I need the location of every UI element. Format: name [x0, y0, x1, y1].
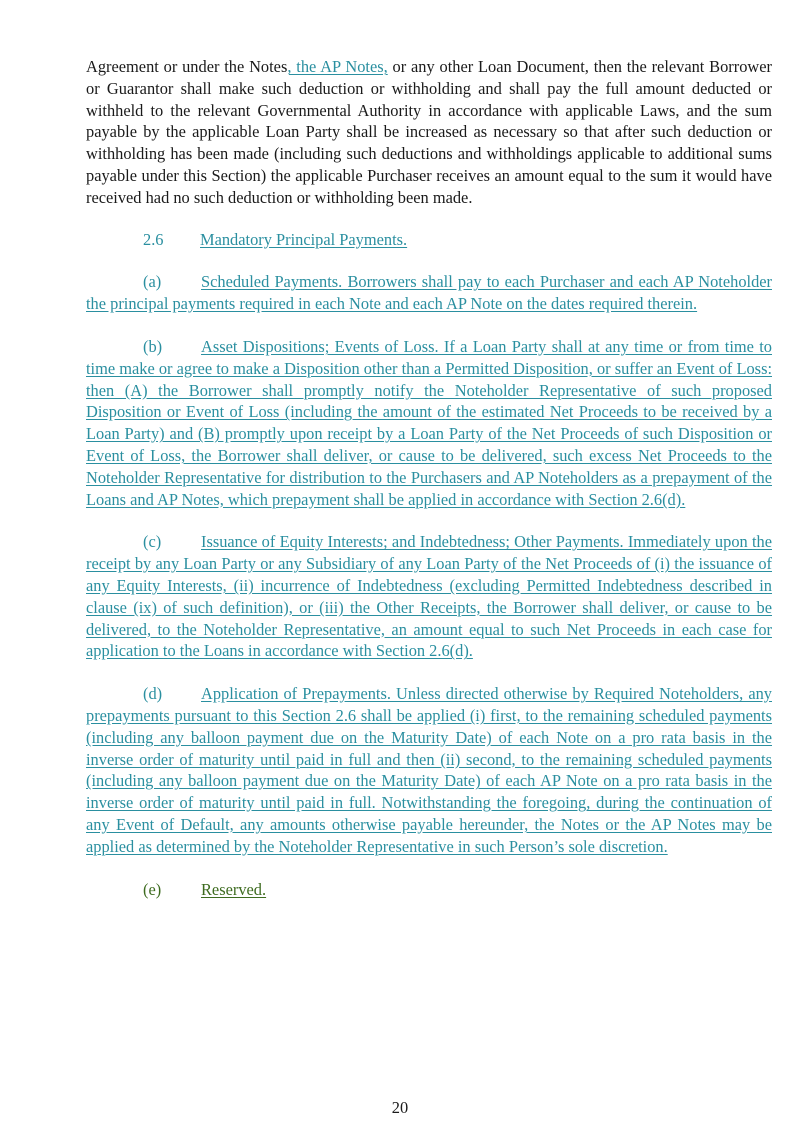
- subsection-c: [86, 531, 772, 662]
- subsection-c-label: (c): [143, 532, 162, 552]
- intro-text-1: Agreement or under the Notes: [86, 57, 288, 76]
- subsection-a-label: (a): [143, 272, 162, 292]
- intro-text-2: or any other Loan Document, then the relevant Borrower or Guarantor shall make such deduction or withholding and shall pay the full amount deducted or withheld to the relevant Governmental Authority in accordance with applicable Laws, and the sum payable by the applicable Loan Party shall be increased as necessary so that after such deduction or withholding has been made (including such deductions and withholdings applicable to additional sums payable under this Section) the applicable Purchaser receives an amount equal to the sum it would have received had no such deduction or withholding been made.: [86, 57, 772, 207]
- inserted-section: [143, 229, 772, 251]
- subsection-b: [86, 336, 772, 510]
- page-number: 20: [391, 1098, 409, 1117]
- subsection-e-label: (e): [143, 879, 162, 899]
- subsection-b-text: Asset Dispositions; Events of Loss. If a Loan Party shall at any time or from time to time make or agree to make a Disposition other than a Permitted Disposition, or suffer an Event of Loss: then (A) the Borrower shall promptly notify the Noteholder Representative of such proposed Disposition or Event of Loss (including the amount of the estimated Net Proceeds to be received by a Loan Party) and (B) promptly upon receipt by a Loan Party of the Net Proceeds of such Disposition or Event of Loss, the Borrower shall deliver, or cause to be delivered, such excess Net Proceeds to the Noteholder Representative for distribution to the Purchasers and AP Noteholders as a prepayment of the Loans and AP Notes, which prepayment shall be applied in accordance with Section 2.6(d).: [86, 336, 772, 509]
- intro-inserted-text: , the AP Notes,: [287, 57, 388, 76]
- subsection-e-text: Reserved.: [201, 879, 267, 899]
- subsection-a: [86, 271, 772, 315]
- document-page: [86, 56, 772, 900]
- intro-paragraph: [86, 56, 772, 209]
- subsection-c-text: Issuance of Equity Interests; and Indebtedness; Other Payments. Immediately upon the receipt by any Loan Party or any Subsidiary of any Loan Party of the Net Proceeds of (i) the issuance of any Equity Interests, (ii) incurrence of Indebtedness (excluding Permitted Indebtedness described in clause (ix) of such definition), or (iii) the Other Receipts, the Borrower shall deliver, or cause to be delivered, to the Noteholder Representative, an amount equal to such Net Proceeds in each case for application to the Loans in accordance with Section 2.6(d).: [86, 532, 772, 661]
- subsection-d: [86, 683, 772, 857]
- subsection-d-text: Application of Prepayments. Unless directed otherwise by Required Noteholders, any prepayments pursuant to this Section 2.6 shall be applied (i) first, to the remaining scheduled payments (including any balloon payment due on the Maturity Date) of each Note on a pro rata basis in the inverse order of maturity until paid in full and then (ii) second, to the remaining scheduled payments (including any balloon payment due on the Maturity Date) of each AP Note on a pro rata basis in the inverse order of maturity until paid in full. Notwithstanding the foregoing, during the continuation of any Event of Default, any amounts otherwise payable hereunder, the Notes or the AP Notes may be applied as determined by the Noteholder Representative in such Person’s sole discretion.: [86, 684, 772, 856]
- subsection-a-text: Scheduled Payments. Borrowers shall pay to each Purchaser and each AP Noteholder the principal payments required in each Note and each AP Note on the dates required therein.: [86, 272, 772, 314]
- section-title: Mandatory Principal Payments.: [200, 229, 408, 249]
- section-heading: [143, 229, 772, 251]
- section-number: 2.6: [143, 229, 164, 249]
- subsection-d-label: (d): [143, 684, 163, 704]
- subsection-b-label: (b): [143, 336, 163, 356]
- subsection-e: [143, 879, 772, 901]
